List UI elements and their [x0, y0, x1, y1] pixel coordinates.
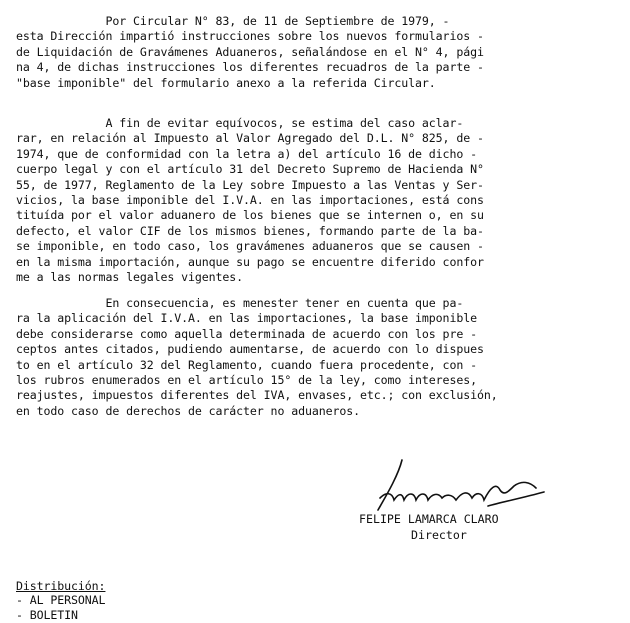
signatory-name: FELIPE LAMARCA CLARO	[359, 512, 499, 526]
distribution-item: - BOLETIN	[16, 607, 78, 622]
text-line: defecto, el valor CIF de los mismos bienes, formando parte de la ba-	[16, 223, 484, 238]
text-line: esta Dirección impartió instrucciones sobre los nuevos formularios -	[16, 29, 484, 44]
text-line: tituída por el valor aduanero de los bienes que se internen o, en su	[16, 208, 484, 223]
text-line: en todo caso de derechos de carácter no aduaneros.	[16, 403, 361, 418]
text-line: 55, de 1977, Reglamento de la Ley sobre Impuesto a las Ventas y Ser-	[16, 177, 484, 192]
distribution-item: - AL PERSONAL	[16, 593, 106, 608]
paragraph-circular-reference	[16, 14, 614, 91]
handwritten-signature	[372, 452, 552, 516]
text-line: los rubros enumerados en el artículo 15° de la ley, como intereses,	[16, 372, 477, 387]
text-line: de Liquidación de Gravámenes Aduaneros, señalándose en el N° 4, pági	[16, 44, 484, 59]
distribution-list	[16, 579, 316, 622]
paragraph-iva-clarification	[16, 116, 614, 285]
text-line: se imponible, en todo caso, los gravámenes aduaneros que se causen -	[16, 239, 484, 254]
text-line: debe considerarse como aquella determinada de acuerdo con los pre -	[16, 326, 477, 341]
text-line: rar, en relación al Impuesto al Valor Agregado del D.L. N° 825, de -	[16, 131, 484, 146]
text-line: vicios, la base imponible del I.V.A. en las importaciones, está cons	[16, 192, 484, 207]
text-line: ra la aplicación del I.V.A. en las importaciones, la base imponible	[16, 311, 477, 326]
text-line: cuerpo legal y con el artículo 31 del Decreto Supremo de Hacienda N°	[16, 162, 484, 177]
text-line: ceptos antes citados, pudiendo aumentarse, de acuerdo con lo dispues	[16, 342, 484, 357]
text-line: to en el artículo 32 del Reglamento, cuando fuera procedente, con -	[16, 357, 477, 372]
text-line: "base imponible" del formulario anexo a la referida Circular.	[16, 75, 436, 90]
distribution-heading: Distribución:	[16, 579, 106, 593]
text-line: reajustes, impuestos diferentes del IVA, envases, etc.; con exclusión,	[16, 388, 498, 403]
text-line: 1974, que de conformidad con la letra a) del artículo 16 de dicho -	[16, 146, 477, 161]
text-line: me a las normas legales vigentes.	[16, 269, 244, 284]
signatory-title: Director	[411, 528, 467, 542]
text-line: A fin de evitar equívocos, se estima del caso aclar-	[16, 116, 464, 130]
paragraph-consequence	[16, 296, 614, 419]
text-line: En consecuencia, es menester tener en cuenta que pa-	[16, 296, 464, 310]
text-line: Por Circular N° 83, de 11 de Septiembre de 1979, -	[16, 14, 450, 28]
text-line: na 4, de dichas instrucciones los diferentes recuadros de la parte -	[16, 60, 484, 75]
text-line: en la misma importación, aunque su pago se encuentre diferido confor	[16, 254, 484, 269]
